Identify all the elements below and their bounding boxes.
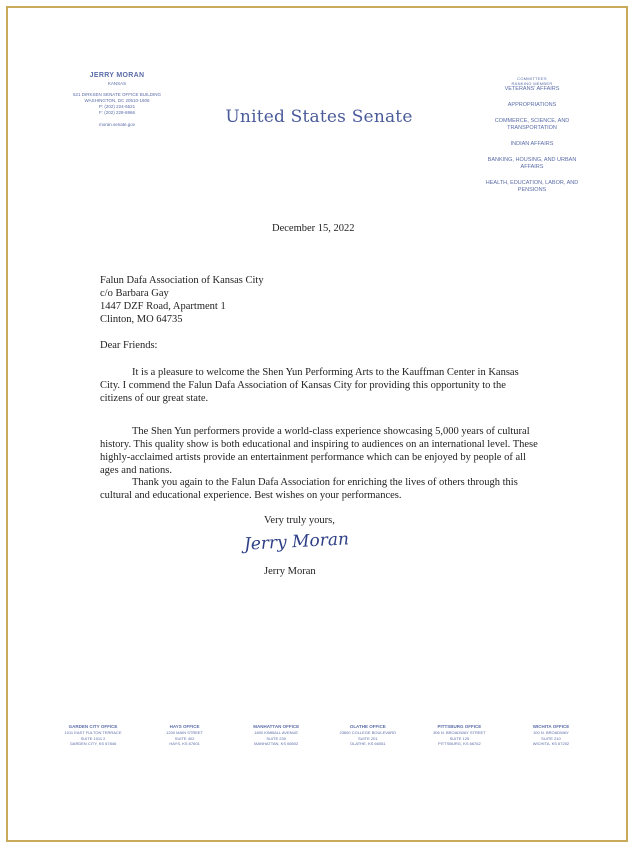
office-line: SUITE 201 bbox=[357, 735, 378, 741]
office-line: 1800 KIMBALL AVENUE bbox=[254, 730, 299, 735]
committee-item: BANKING, HOUSING, AND URBAN AFFAIRS bbox=[487, 157, 577, 170]
office-line: SUITE 402 bbox=[174, 735, 195, 741]
body-paragraph bbox=[100, 425, 540, 477]
letter-date: December 15, 2022 bbox=[272, 223, 355, 234]
address-line: WASHINGTON, DC 20510-1606 bbox=[84, 98, 150, 103]
committee-item: VETERANS' AFFAIRS bbox=[504, 86, 560, 92]
senator-website: moran.senate.gov bbox=[98, 122, 136, 127]
office-line: 306 N. BROADWAY STREET bbox=[433, 730, 486, 735]
committee-item: HEALTH, EDUCATION, LABOR, AND PENSIONS bbox=[485, 180, 579, 193]
office-line: SUITE 1011 2 bbox=[80, 735, 106, 741]
office-title: WICHITA OFFICE bbox=[532, 724, 570, 729]
signature: Jerry Moran bbox=[243, 529, 350, 555]
closing: Very truly yours, bbox=[264, 515, 335, 526]
signer-name: Jerry Moran bbox=[264, 566, 316, 577]
office-line: 23600 COLLEGE BOULEVARD bbox=[339, 730, 397, 735]
office-line: SUITE 125 bbox=[449, 735, 470, 741]
senator-state: KANSAS bbox=[107, 81, 127, 86]
office-line: SUITE 210 bbox=[541, 735, 561, 741]
senator-info bbox=[52, 72, 182, 127]
letterhead-title: United States Senate bbox=[225, 107, 413, 127]
committee-item: INDIAN AFFAIRS bbox=[510, 141, 554, 147]
ranking-member-caption: RANKING MEMBER bbox=[511, 81, 553, 86]
body-paragraph bbox=[100, 476, 540, 502]
office-line: MANHATTAN, KS 66502 bbox=[254, 741, 299, 746]
office-title: PITTSBURG OFFICE bbox=[437, 724, 482, 729]
office-line: SUITE 230 bbox=[266, 735, 286, 741]
recipient-line: c/o Barbara Gay bbox=[100, 288, 169, 299]
office-title: HAYS OFFICE bbox=[169, 724, 200, 729]
office-block bbox=[52, 724, 134, 747]
office-line: 1200 MAIN STREET bbox=[166, 730, 204, 735]
recipient-address bbox=[100, 274, 264, 326]
committee-item: COMMERCE, SCIENCE, AND TRANSPORTATION bbox=[494, 118, 570, 131]
office-title: OLATHE OFFICE bbox=[349, 724, 386, 729]
office-title: MANHATTAN OFFICE bbox=[253, 724, 300, 729]
salutation: Dear Friends: bbox=[100, 340, 158, 351]
office-line: PITTSBURG, KS 66762 bbox=[438, 741, 481, 746]
address-line: F: (202) 228-6966 bbox=[98, 110, 136, 115]
office-block bbox=[510, 724, 592, 747]
office-line: GARDEN CITY, KS 67846 bbox=[69, 741, 117, 746]
address-line: P: (202) 224-6521 bbox=[98, 104, 136, 109]
recipient-line: Falun Dafa Association of Kansas City bbox=[100, 275, 264, 286]
recipient-line: 1447 DZF Road, Apartment 1 bbox=[100, 301, 226, 312]
paragraph-text: The Shen Yun performers provide a world-class experience showcasing 5,000 years of cultural history. This quality show is both educational and inspiring to audiences on an international level. These highly-acclaimed artists provide an entertainment performance which can be enjoyed by people of all ages and nations. bbox=[100, 426, 538, 476]
office-line: 100 N. BROADWAY bbox=[533, 730, 569, 735]
office-line: OLATHE, KS 66061 bbox=[350, 741, 386, 746]
committees-caption: COMMITTEES bbox=[517, 76, 547, 81]
address-line: 521 DIRKSEN SENATE OFFICE BUILDING bbox=[73, 92, 161, 97]
office-line: HAYS, KS 67601 bbox=[169, 741, 200, 746]
paragraph-text: Thank you again to the Falun Dafa Association for enriching the lives of others through this cultural and educational experience. Best wishes on your performances. bbox=[100, 477, 518, 501]
office-line: WICHITA, KS 67202 bbox=[532, 741, 570, 746]
committee-item: APPROPRIATIONS bbox=[507, 102, 557, 108]
office-block bbox=[144, 724, 226, 747]
office-block bbox=[418, 724, 500, 747]
office-address bbox=[52, 92, 182, 116]
office-title: GARDEN CITY OFFICE bbox=[68, 724, 118, 729]
committee-list bbox=[478, 76, 586, 203]
office-block bbox=[235, 724, 317, 747]
footer-offices bbox=[52, 724, 592, 747]
body-paragraph bbox=[100, 366, 540, 405]
office-block bbox=[327, 724, 409, 747]
recipient-line: Clinton, MO 64735 bbox=[100, 314, 183, 325]
office-line: 1011 EAST FULTON TERRACE bbox=[64, 730, 122, 735]
senator-name: JERRY MORAN bbox=[89, 72, 145, 79]
paragraph-text: It is a pleasure to welcome the Shen Yun Performing Arts to the Kauffman Center in Kansas City. I commend the Falun Dafa Association of Kansas City for providing this opportunity to the citizens of our great state. bbox=[100, 367, 519, 404]
